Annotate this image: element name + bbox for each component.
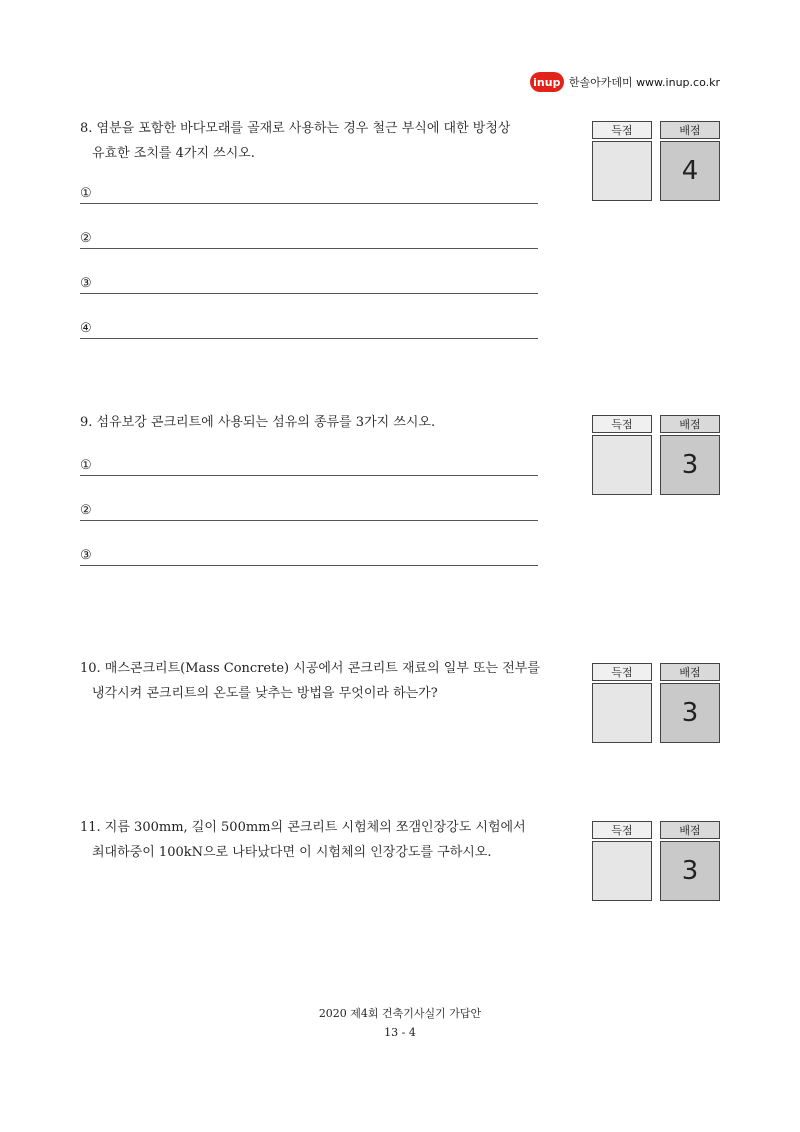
question-8 [80, 116, 540, 166]
points-label: 배점 [660, 121, 720, 139]
earned-label: 득점 [592, 415, 652, 433]
points-value: 3 [660, 841, 720, 901]
answer-marker: ③ [80, 276, 92, 291]
earned-label: 득점 [592, 663, 652, 681]
score-box-8 [592, 121, 722, 201]
earned-label: 득점 [592, 821, 652, 839]
earned-cell[interactable] [592, 683, 652, 743]
question-11-line1: 11. 지름 300mm, 길이 500mm의 콘크리트 시험체의 쪼갬인장강도 시험에서 [80, 820, 526, 835]
points-label: 배점 [660, 821, 720, 839]
question-10-line1: 10. 매스콘크리트(Mass Concrete) 시공에서 콘크리트 재료의 일부 또는 전부를 [80, 661, 540, 676]
header [530, 72, 720, 92]
earned-cell[interactable] [592, 141, 652, 201]
question-8-line2: 유효한 조치를 4가지 쓰시오. [92, 146, 255, 161]
question-11-line2: 최대하중이 100kN으로 나타났다면 이 시험체의 인장강도를 구하시오. [92, 845, 492, 860]
answer-line-8-1[interactable] [80, 181, 538, 204]
footer-title: 2020 제4회 건축기사실기 가답안 [318, 1007, 482, 1020]
answer-line-8-2[interactable] [80, 226, 538, 249]
answer-marker: ④ [80, 321, 92, 336]
points-value: 4 [660, 141, 720, 201]
answer-marker: ② [80, 231, 92, 246]
points-value: 3 [660, 435, 720, 495]
answer-line-8-3[interactable] [80, 271, 538, 294]
answer-line-9-2[interactable] [80, 498, 538, 521]
score-box-11 [592, 821, 722, 901]
answer-line-9-3[interactable] [80, 543, 538, 566]
points-value: 3 [660, 683, 720, 743]
answer-marker: ① [80, 458, 92, 473]
score-box-10 [592, 663, 722, 743]
question-8-line1: 8. 염분을 포함한 바다모래를 골재로 사용하는 경우 철근 부식에 대한 방청상 [80, 121, 511, 136]
question-10 [80, 656, 540, 706]
answer-marker: ③ [80, 548, 92, 563]
question-10-line2: 냉각시켜 콘크리트의 온도를 낮추는 방법을 무엇이라 하는가? [92, 686, 438, 701]
question-9 [80, 410, 540, 435]
earned-cell[interactable] [592, 435, 652, 495]
answer-line-9-1[interactable] [80, 453, 538, 476]
answer-marker: ① [80, 186, 92, 201]
question-11 [80, 815, 540, 865]
points-label: 배점 [660, 663, 720, 681]
question-9-line1: 9. 섬유보강 콘크리트에 사용되는 섬유의 종류를 3가지 쓰시오. [80, 415, 436, 430]
page-number: 13 - 4 [384, 1026, 416, 1039]
earned-cell[interactable] [592, 841, 652, 901]
header-text: 한솔아카데미 www.inup.co.kr [568, 76, 720, 89]
inup-logo: inup [530, 72, 564, 92]
earned-label: 득점 [592, 121, 652, 139]
points-label: 배점 [660, 415, 720, 433]
score-box-9 [592, 415, 722, 495]
answer-line-8-4[interactable] [80, 316, 538, 339]
answer-marker: ② [80, 503, 92, 518]
